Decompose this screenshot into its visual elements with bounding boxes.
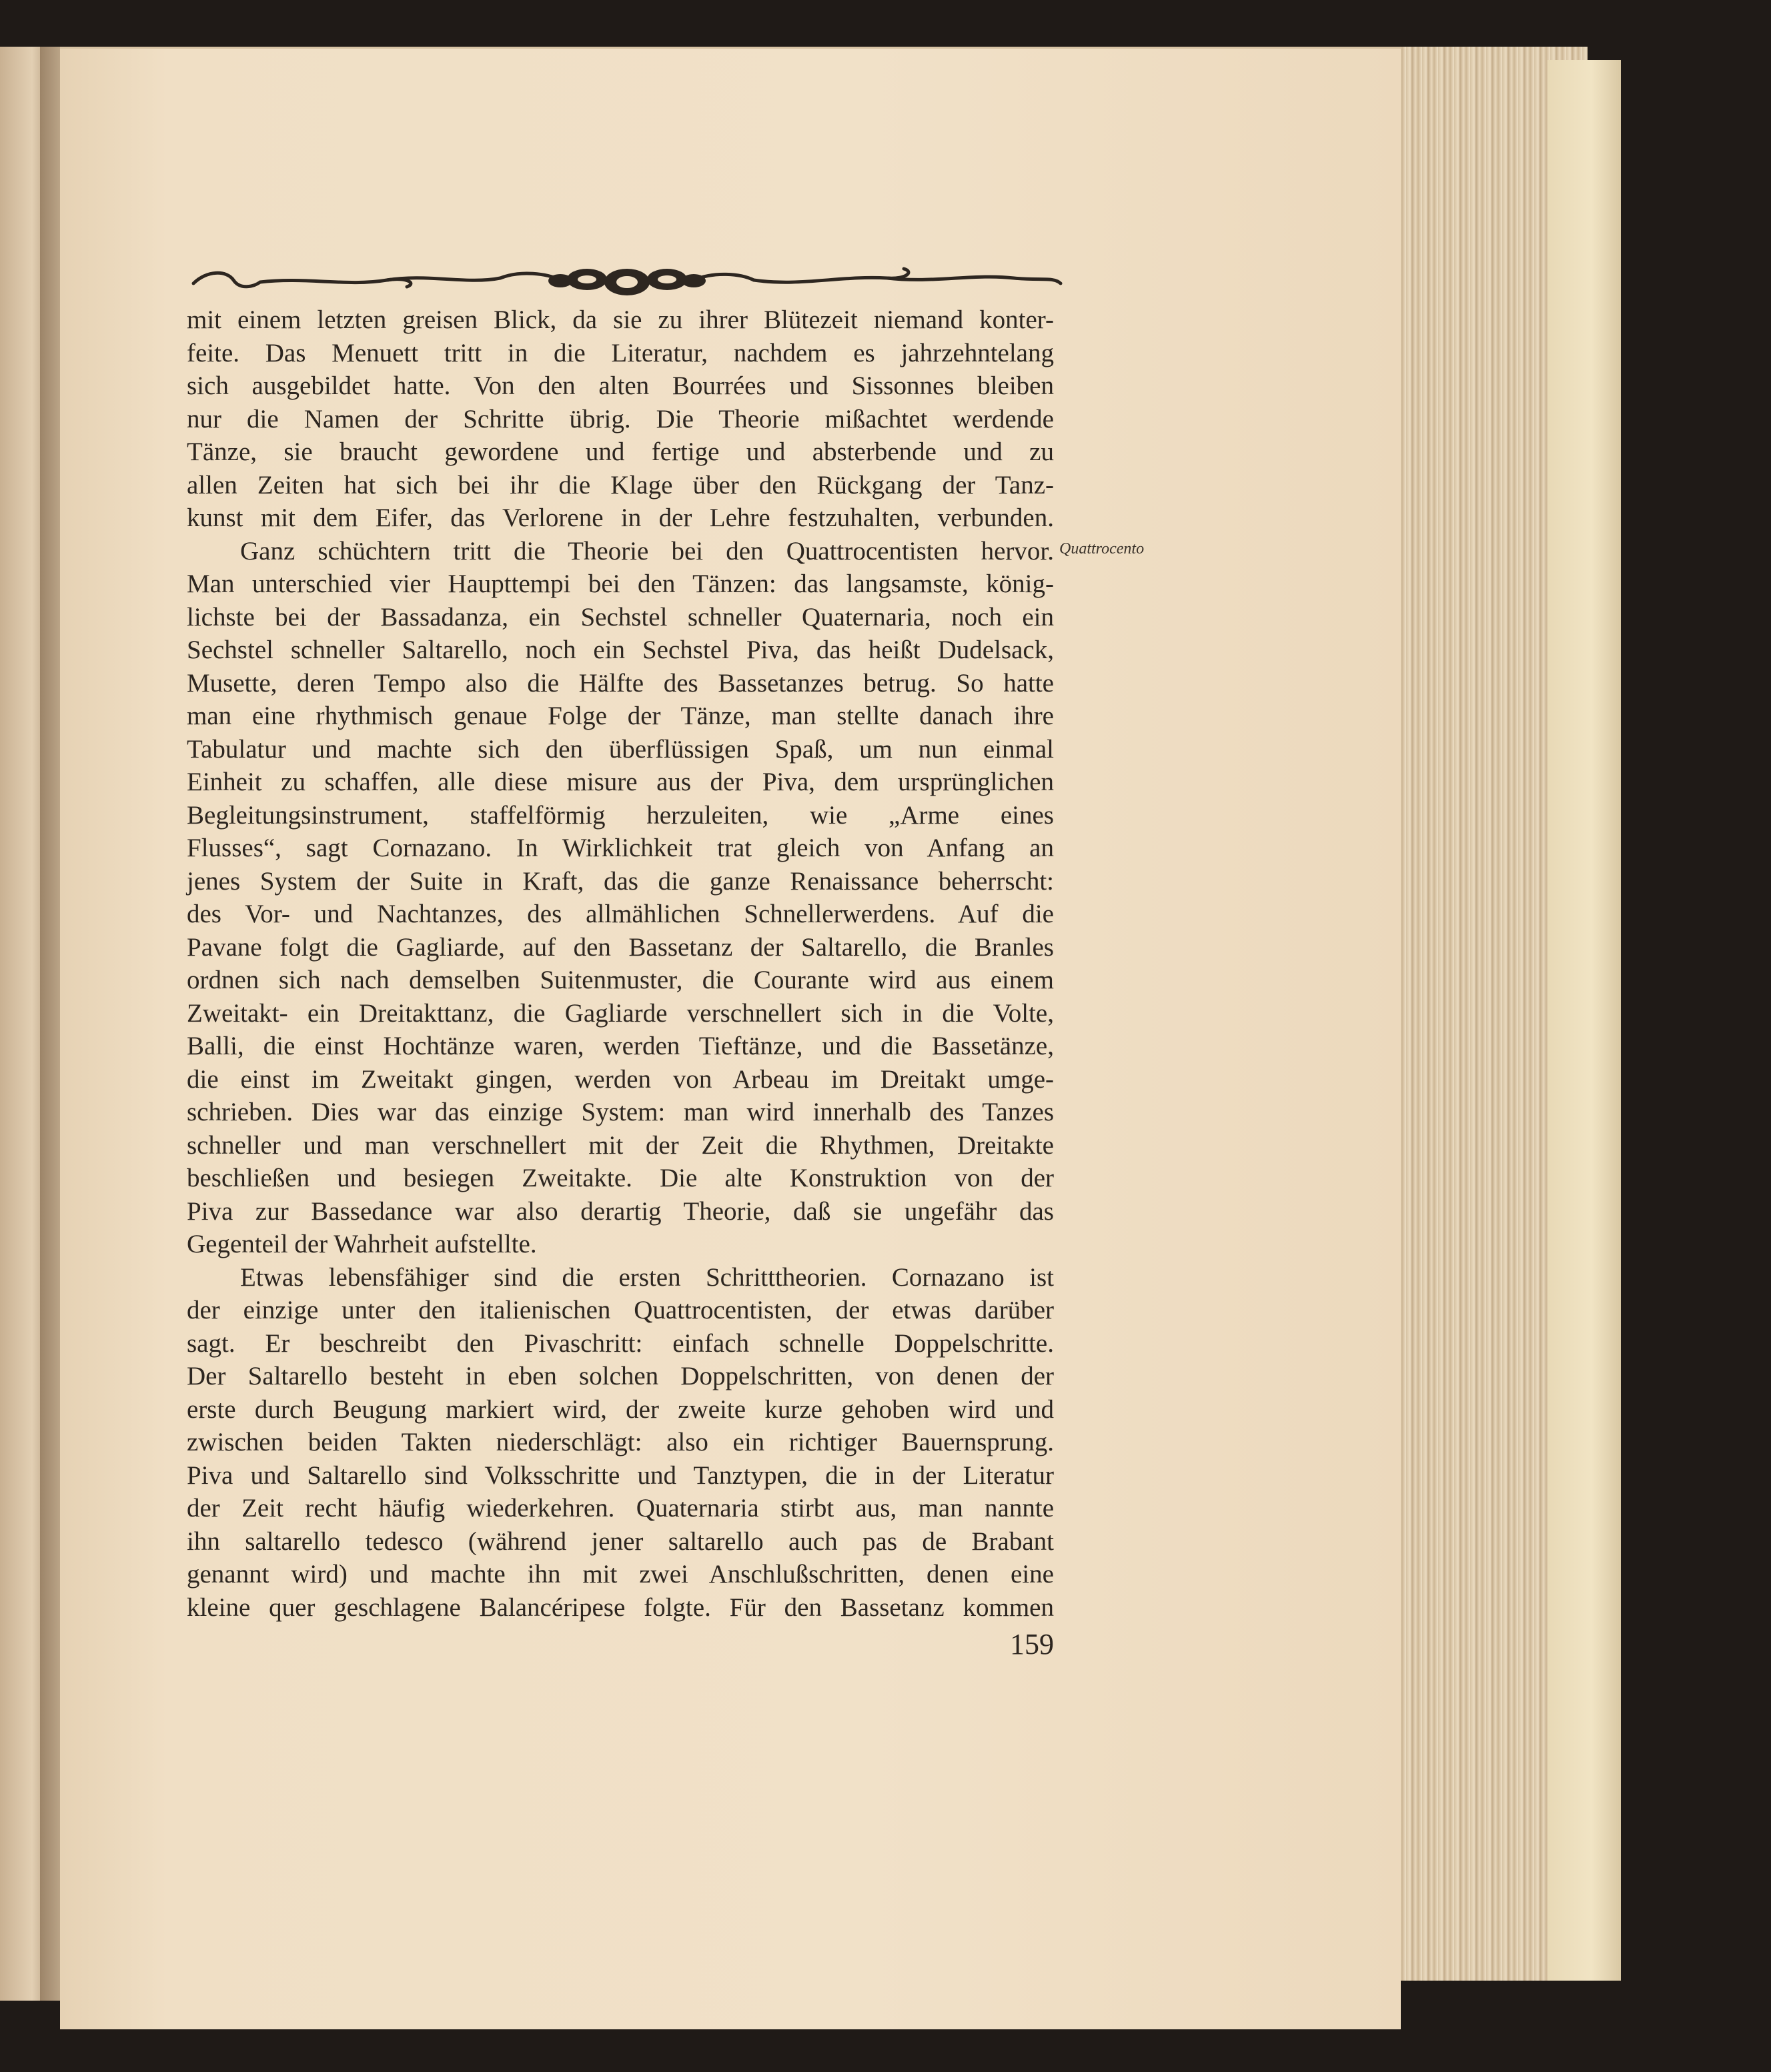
text-line: kunst mit dem Eifer, das Verlorene in der Lehre festzuhalten, verbunden.	[187, 503, 1054, 532]
text-line: Flusses“, sagt Cornazano. In Wirklichkeit trat gleich von Anfang an	[187, 834, 1054, 862]
page-number: 159	[1010, 1628, 1054, 1661]
back-cover-edge	[1548, 60, 1621, 1981]
text-line: Etwas lebensfähiger sind die ersten Schritttheorien. Cornazano ist	[240, 1262, 1054, 1292]
header-ornament-icon	[187, 257, 1067, 303]
text-line: Musette, deren Tempo also die Hälfte des Bassetanzes betrug. So hatte	[187, 668, 1054, 698]
text-line: der einzige unter den italienischen Quattrocentisten, der etwas darüber	[187, 1296, 1054, 1324]
text-line: schneller und man verschnellert mit der Zeit die Rhythmen, Dreitakte	[187, 1130, 1054, 1160]
text-line: ordnen sich nach demselben Suitenmuster, die Courante wird aus einem	[187, 966, 1054, 994]
body-text	[187, 303, 1054, 1624]
text-line: erste durch Beugung markiert wird, der zweite kurze gehoben wird und	[187, 1394, 1054, 1424]
text-line: Sechstel schneller Saltarello, noch ein Sechstel Piva, das heißt Dudelsack,	[187, 636, 1054, 664]
margin-note: Quattrocento	[1059, 540, 1145, 558]
text-line: man eine rhythmisch genaue Folge der Tänze, man stellte danach ihre	[187, 702, 1054, 730]
text-line: ihn saltarello tedesco (während jener saltarello auch pas de Brabant	[187, 1526, 1054, 1556]
text-line: sagt. Er beschreibt den Pivaschritt: einfach schnelle Doppelschritte.	[187, 1328, 1054, 1358]
text-line: Pavane folgt die Gagliarde, auf den Bassetanz der Saltarello, die Branles	[187, 932, 1054, 962]
text-line: jenes System der Suite in Kraft, das die ganze Renaissance beherrscht:	[187, 866, 1054, 896]
text-line: genannt wird) und machte ihn mit zwei Anschlußschritten, denen eine	[187, 1560, 1054, 1589]
text-line: beschließen und besiegen Zweitakte. Die alte Konstruktion von der	[187, 1164, 1054, 1192]
text-line: Ganz schüchtern tritt die Theorie bei den Quattrocentisten hervor.	[240, 536, 1054, 566]
text-line: mit einem letzten greisen Blick, da sie zu ihrer Blütezeit niemand konter-	[187, 305, 1054, 334]
text-line: Gegenteil der Wahrheit aufstellte.	[187, 1230, 537, 1258]
text-line: Tänze, sie braucht gewordene und fertige und absterbende und zu	[187, 437, 1054, 466]
text-line: Balli, die einst Hochtänze waren, werden Tieftänze, und die Bassetänze,	[187, 1032, 1054, 1060]
text-line: zwischen beiden Takten niederschlägt: also ein richtiger Bauernsprung.	[187, 1428, 1054, 1456]
text-line: feite. Das Menuett tritt in die Literatur, nachdem es jahrzehntelang	[187, 338, 1054, 367]
text-line: Tabulatur und machte sich den überflüssigen Spaß, um nun einmal	[187, 734, 1054, 764]
text-line: nur die Namen der Schritte übrig. Die Theorie mißachtet werdende	[187, 404, 1054, 433]
text-line: Man unterschied vier Haupttempi bei den Tänzen: das langsamste, könig-	[187, 570, 1054, 598]
text-line: allen Zeiten hat sich bei ihr die Klage über den Rückgang der Tanz-	[187, 470, 1054, 499]
text-line: lichste bei der Bassadanza, ein Sechstel schneller Quaternaria, noch ein	[187, 602, 1054, 632]
text-line: Piva zur Bassedance war also derartig Theorie, daß sie ungefähr das	[187, 1196, 1054, 1226]
text-line: sich ausgebildet hatte. Von den alten Bourrées und Sissonnes bleiben	[187, 371, 1054, 400]
text-line: des Vor- und Nachtanzes, des allmählichen Schnellerwerdens. Auf die	[187, 900, 1054, 928]
text-line: schrieben. Dies war das einzige System: man wird innerhalb des Tanzes	[187, 1098, 1054, 1126]
text-line: der Zeit recht häufig wiederkehren. Quaternaria stirbt aus, man nannte	[187, 1494, 1054, 1522]
text-line: Begleitungsinstrument, staffelförmig herzuleiten, wie „Arme eines	[187, 800, 1054, 830]
text-line: die einst im Zweitakt gingen, werden von Arbeau im Dreitakt umge-	[187, 1064, 1054, 1094]
text-line: kleine quer geschlagene Balancéripese folgte. Für den Bassetanz kommen	[187, 1593, 1054, 1622]
text-line: Der Saltarello besteht in eben solchen Doppelschritten, von denen der	[187, 1362, 1054, 1390]
text-line: Zweitakt- ein Dreitakttanz, die Gagliarde verschnellert sich in die Volte,	[187, 998, 1054, 1028]
text-line: Einheit zu schaffen, alle diese misure aus der Piva, dem ursprünglichen	[187, 768, 1054, 796]
text-line: Piva und Saltarello sind Volksschritte und Tanztypen, die in der Literatur	[187, 1460, 1054, 1490]
